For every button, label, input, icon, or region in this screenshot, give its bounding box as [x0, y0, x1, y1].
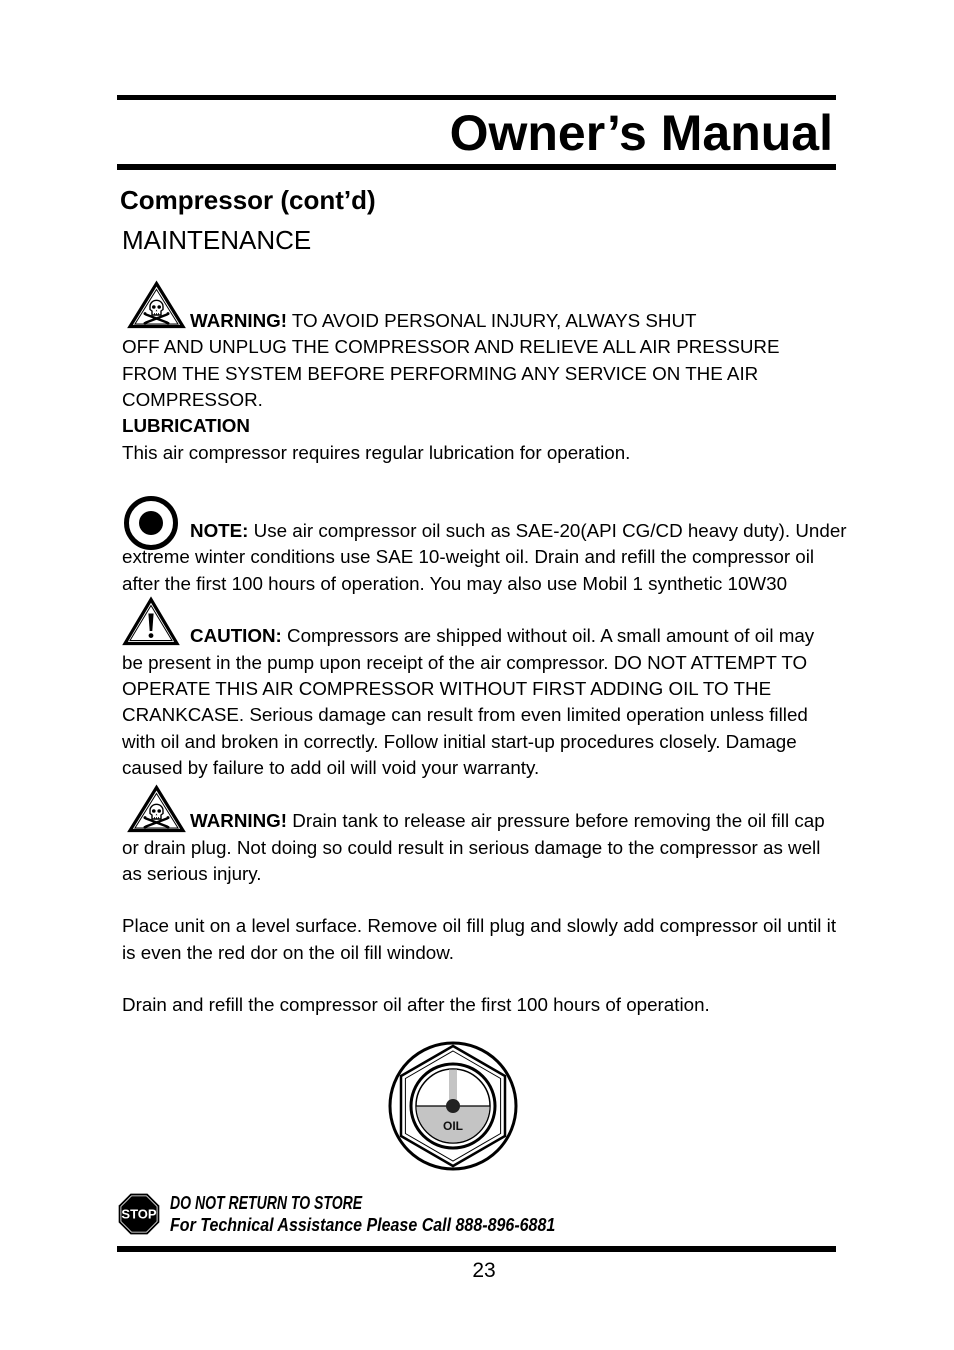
caution-first-line: [190, 626, 814, 646]
paragraph-line: Drain and refill the compressor oil after the first 100 hours of operation.: [122, 994, 710, 1015]
skull-warning-icon: [128, 281, 185, 329]
paragraph-line: Place unit on a level surface. Remove oil fill plug and slowly add compressor oil until it: [122, 915, 837, 936]
warning-1-line: COMPRESSOR.: [122, 389, 263, 410]
page-title: Owner’s Manual: [449, 105, 833, 161]
oil-fill-window-icon: [387, 1040, 519, 1172]
warning-2-first-line: [190, 811, 825, 831]
note-text: Use air compressor oil such as SAE-20(API CG/CD heavy duty). Under: [253, 519, 847, 541]
lubrication-text: This air compressor requires regular lubrication for operation.: [122, 441, 631, 463]
warning-2-line: as serious injury.: [122, 863, 262, 884]
stop-sign-icon: [117, 1192, 161, 1236]
section-title: Compressor (cont’d): [120, 185, 376, 215]
footer-rule: [117, 1246, 836, 1252]
caution-label: CAUTION:: [190, 625, 282, 646]
page-number: 23: [472, 1259, 496, 1282]
warning-1-line: OFF AND UNPLUG THE COMPRESSOR AND RELIEVE ALL AIR PRESSURE: [122, 336, 780, 357]
warning-1-line: FROM THE SYSTEM BEFORE PERFORMING ANY SERVICE ON THE AIR: [122, 362, 759, 384]
warning-2-line: or drain plug. Not doing so could result in serious damage to the compressor as well: [122, 836, 821, 858]
footer-return-notice: DO NOT RETURN TO STORE: [170, 1193, 363, 1213]
note-line: after the first 100 hours of operation. You may also use Mobil 1 synthetic 10W30: [122, 572, 788, 594]
section-subtitle: MAINTENANCE: [122, 225, 312, 255]
warning-1-text: TO AVOID PERSONAL INJURY, ALWAYS SHUT: [291, 309, 697, 331]
stop-label: STOP: [121, 1206, 157, 1222]
note-first-line: [190, 521, 847, 541]
warning-1-label: WARNING!: [190, 309, 288, 331]
note-line: extreme winter conditions use SAE 10-weight oil. Drain and refill the compressor oil: [122, 546, 815, 567]
caution-line: CRANKCASE. Serious damage can result from even limited operation unless filled: [122, 704, 808, 726]
caution-line: OPERATE THIS AIR COMPRESSOR WITHOUT FIRST ADDING OIL TO THE: [122, 678, 772, 699]
lubrication-heading: LUBRICATION: [122, 415, 250, 437]
header-bottom-rule: [117, 164, 836, 170]
caution-text: Compressors are shipped without oil. A small amount of oil may: [287, 625, 815, 646]
caution-line: be present in the pump upon receipt of the air compressor. DO NOT ATTEMPT TO: [122, 651, 808, 673]
oil-label: OIL: [443, 1119, 463, 1133]
caution-icon: [123, 597, 179, 646]
note-target-icon: [123, 495, 179, 551]
warning-1-first-line: [190, 311, 697, 331]
warning-2-label: WARNING!: [190, 810, 288, 831]
caution-line: with oil and broken in correctly. Follow initial start-up procedures closely. Damage: [122, 730, 797, 752]
header-top-rule: [117, 95, 836, 100]
note-label: NOTE:: [190, 519, 249, 541]
skull-warning-icon: [128, 785, 185, 833]
paragraph-line: is even the red dor on the oil fill window.: [122, 941, 454, 963]
warning-2-text: Drain tank to release air pressure before removing the oil fill cap: [292, 810, 825, 831]
caution-line: caused by failure to add oil will void your warranty.: [122, 757, 540, 779]
footer-assistance-line: For Technical Assistance Please Call 888-896-6881: [170, 1215, 556, 1235]
